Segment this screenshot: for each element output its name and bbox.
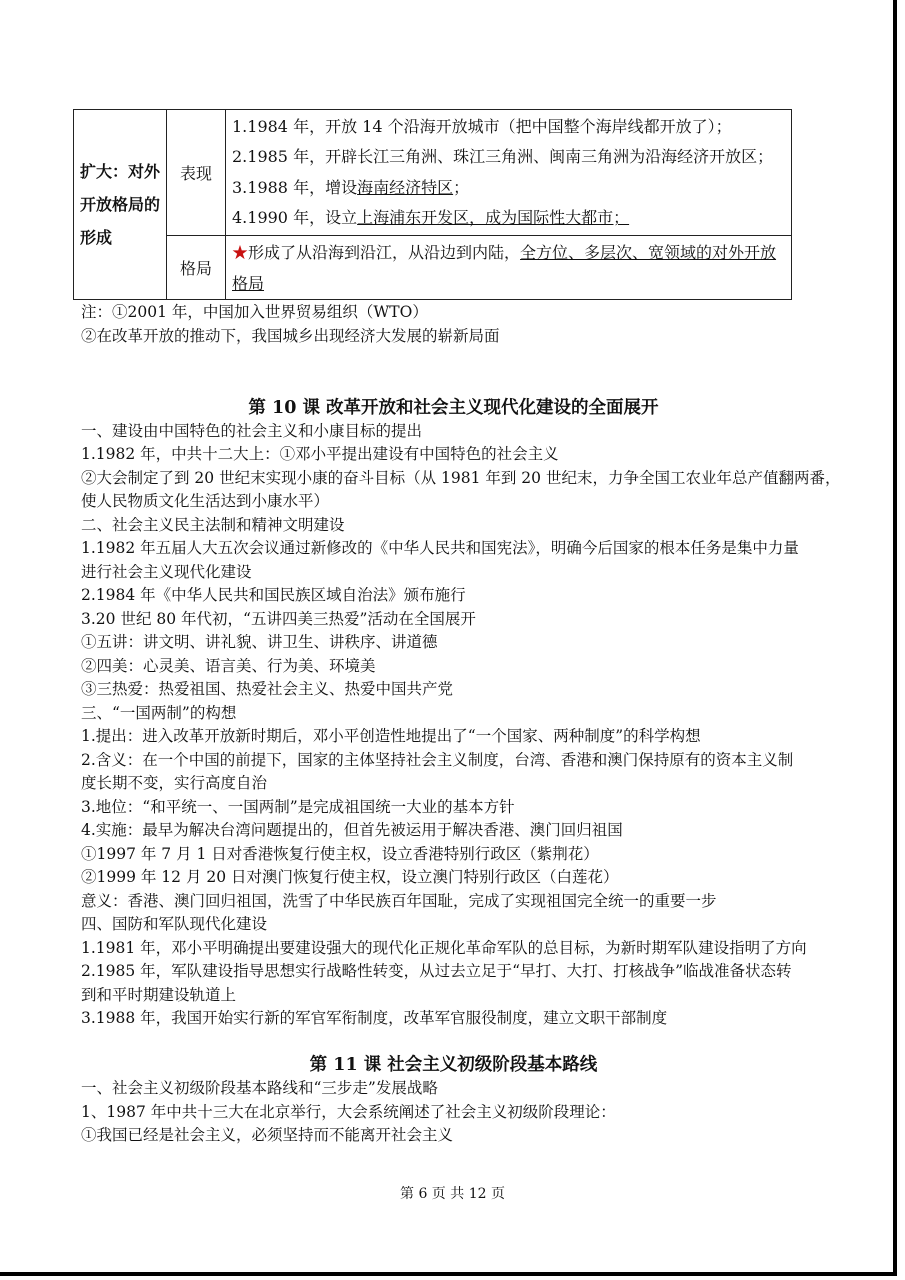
text-line: ①1997 年 7 月 1 日对香港恢复行使主权，设立香港特别行政区（紫荆花）: [81, 845, 599, 863]
text-line: ②大会制定了到 20 世纪末实现小康的奋斗目标（从 1981 年到 20 世纪末，力争全国工农业年总产值翻两番，: [81, 469, 841, 487]
underlined-text: 全方位、多层次、宽领域的对外开放格局: [232, 242, 777, 293]
group-label-cell: [74, 110, 167, 300]
group-label: 扩大：对外开放格局的形成: [80, 162, 161, 247]
text-line: 1.提出：进入改革开放新时期后，邓小平创造性地提出了“一个国家、两种制度”的科学构想: [81, 727, 701, 745]
text-line: ①五讲：讲文明、讲礼貌、讲卫生、讲秩序、讲道德: [81, 633, 438, 651]
text-line: 一、建设由中国特色的社会主义和小康目标的提出: [81, 422, 423, 440]
text-line: 度长期不变，实行高度自治: [81, 774, 268, 792]
text-line: 2.1984 年《中华人民共和国民族区域自治法》颁布施行: [81, 586, 466, 604]
text-line: 2.含义：在一个中国的前提下，国家的主体坚持社会主义制度，台湾、香港和澳门保持原有的资本主义制: [81, 751, 794, 769]
text-line: 1.1982 年五届人大五次会议通过新修改的《中华人民共和国宪法》，明确今后国家的根本任务是集中力量: [81, 539, 799, 557]
table-line: 4.1990 年，设立上海浦东开发区，成为国际性大都市；: [232, 208, 630, 227]
text-line: 4.实施：最早为解决台湾问题提出的，但首先被运用于解决香港、澳门回归祖国: [81, 821, 623, 839]
text-line: 1.1982 年，中共十二大上：①邓小平提出建设有中国特色的社会主义: [81, 445, 559, 463]
row-label-cell: [167, 110, 226, 236]
text-line: 3.地位：“和平统一、一国两制”是完成祖国统一大业的基本方针: [81, 798, 515, 816]
note-line: ②在改革开放的推动下，我国城乡出现经济大发展的崭新局面: [81, 327, 500, 345]
text-line: 使人民物质文化生活达到小康水平）: [81, 492, 330, 510]
lesson10-title: 第 10 课 改革开放和社会主义现代化建设的全面展开: [248, 398, 659, 418]
text-line: ②1999 年 12 月 20 日对澳门恢复行使主权，设立澳门特别行政区（白莲花）: [81, 868, 619, 886]
text-line: 进行社会主义现代化建设: [81, 563, 252, 581]
table-line: 1.1984 年，开放 14 个沿海开放城市（把中国整个海岸线都开放了）；: [232, 116, 732, 136]
text-line: 3.1988 年，我国开始实行新的军官军衔制度，改革军官服役制度，建立文职干部制度: [81, 1009, 668, 1027]
row-label-cell: [167, 236, 226, 300]
text-line: 1、1987 年中共十三大在北京举行，大会系统阐述了社会主义初级阶段理论：: [81, 1103, 616, 1121]
text-line: 2.1985 年，军队建设指导思想实行战略性转变，从过去立足于“早打、大打、打核战争”临战准备状态转: [81, 962, 792, 980]
text-line: 四、国防和军队现代化建设: [81, 915, 268, 933]
text-line: ③三热爱：热爱祖国、热爱社会主义、热爱中国共产党: [81, 680, 454, 698]
opening-up-table: [73, 109, 792, 300]
note-line: 注：①2001 年，中国加入世界贸易组织（WTO）: [81, 303, 428, 321]
underlined-text: 海南经济特区: [357, 177, 454, 197]
page-footer: 第 6 页 共 12 页: [400, 1186, 505, 1202]
table-line: 3.1988 年，增设海南经济特区；: [232, 177, 470, 197]
text-line: 3.20 世纪 80 年代初，“五讲四美三热爱”活动在全国展开: [81, 610, 476, 628]
text-line: 意义：香港、澳门回归祖国，洗雪了中华民族百年国耻，完成了实现祖国完全统一的重要一步: [81, 892, 717, 910]
star-icon: ★: [232, 242, 249, 262]
text-line: ②四美：心灵美、语言美、行为美、环境美: [81, 657, 376, 675]
underlined-text: 上海浦东开发区，成为国际性大都市；: [357, 208, 630, 227]
row-label-geju: 格局: [179, 259, 212, 278]
text-line: ①我国已经是社会主义，必须坚持而不能离开社会主义: [81, 1126, 454, 1144]
table-line: 2.1985 年，开辟长江三角洲、珠江三角洲、闽南三角洲为沿海经济开放区；: [232, 147, 774, 166]
row-content-geju: ★形成了从沿海到沿江，从沿边到内陆，全方位、多层次、宽领域的对外开放格局: [226, 236, 792, 300]
text-line: 二、社会主义民主法制和精神文明建设: [81, 516, 345, 534]
text-line: 到和平时期建设轨道上: [81, 986, 237, 1004]
text-line: 一、社会主义初级阶段基本路线和“三步走”发展战略: [81, 1079, 438, 1097]
text-line: 三、“一国两制”的构想: [81, 704, 237, 722]
row-label-biaoxian: 表现: [179, 164, 212, 183]
text-line: 1.1981 年，邓小平明确提出要建设强大的现代化正规化革命军队的总目标，为新时期军队建设指明了方向: [81, 939, 807, 957]
row-content-biaoxian: [226, 110, 792, 236]
lesson11-title: 第 11 课 社会主义初级阶段基本路线: [309, 1055, 598, 1075]
